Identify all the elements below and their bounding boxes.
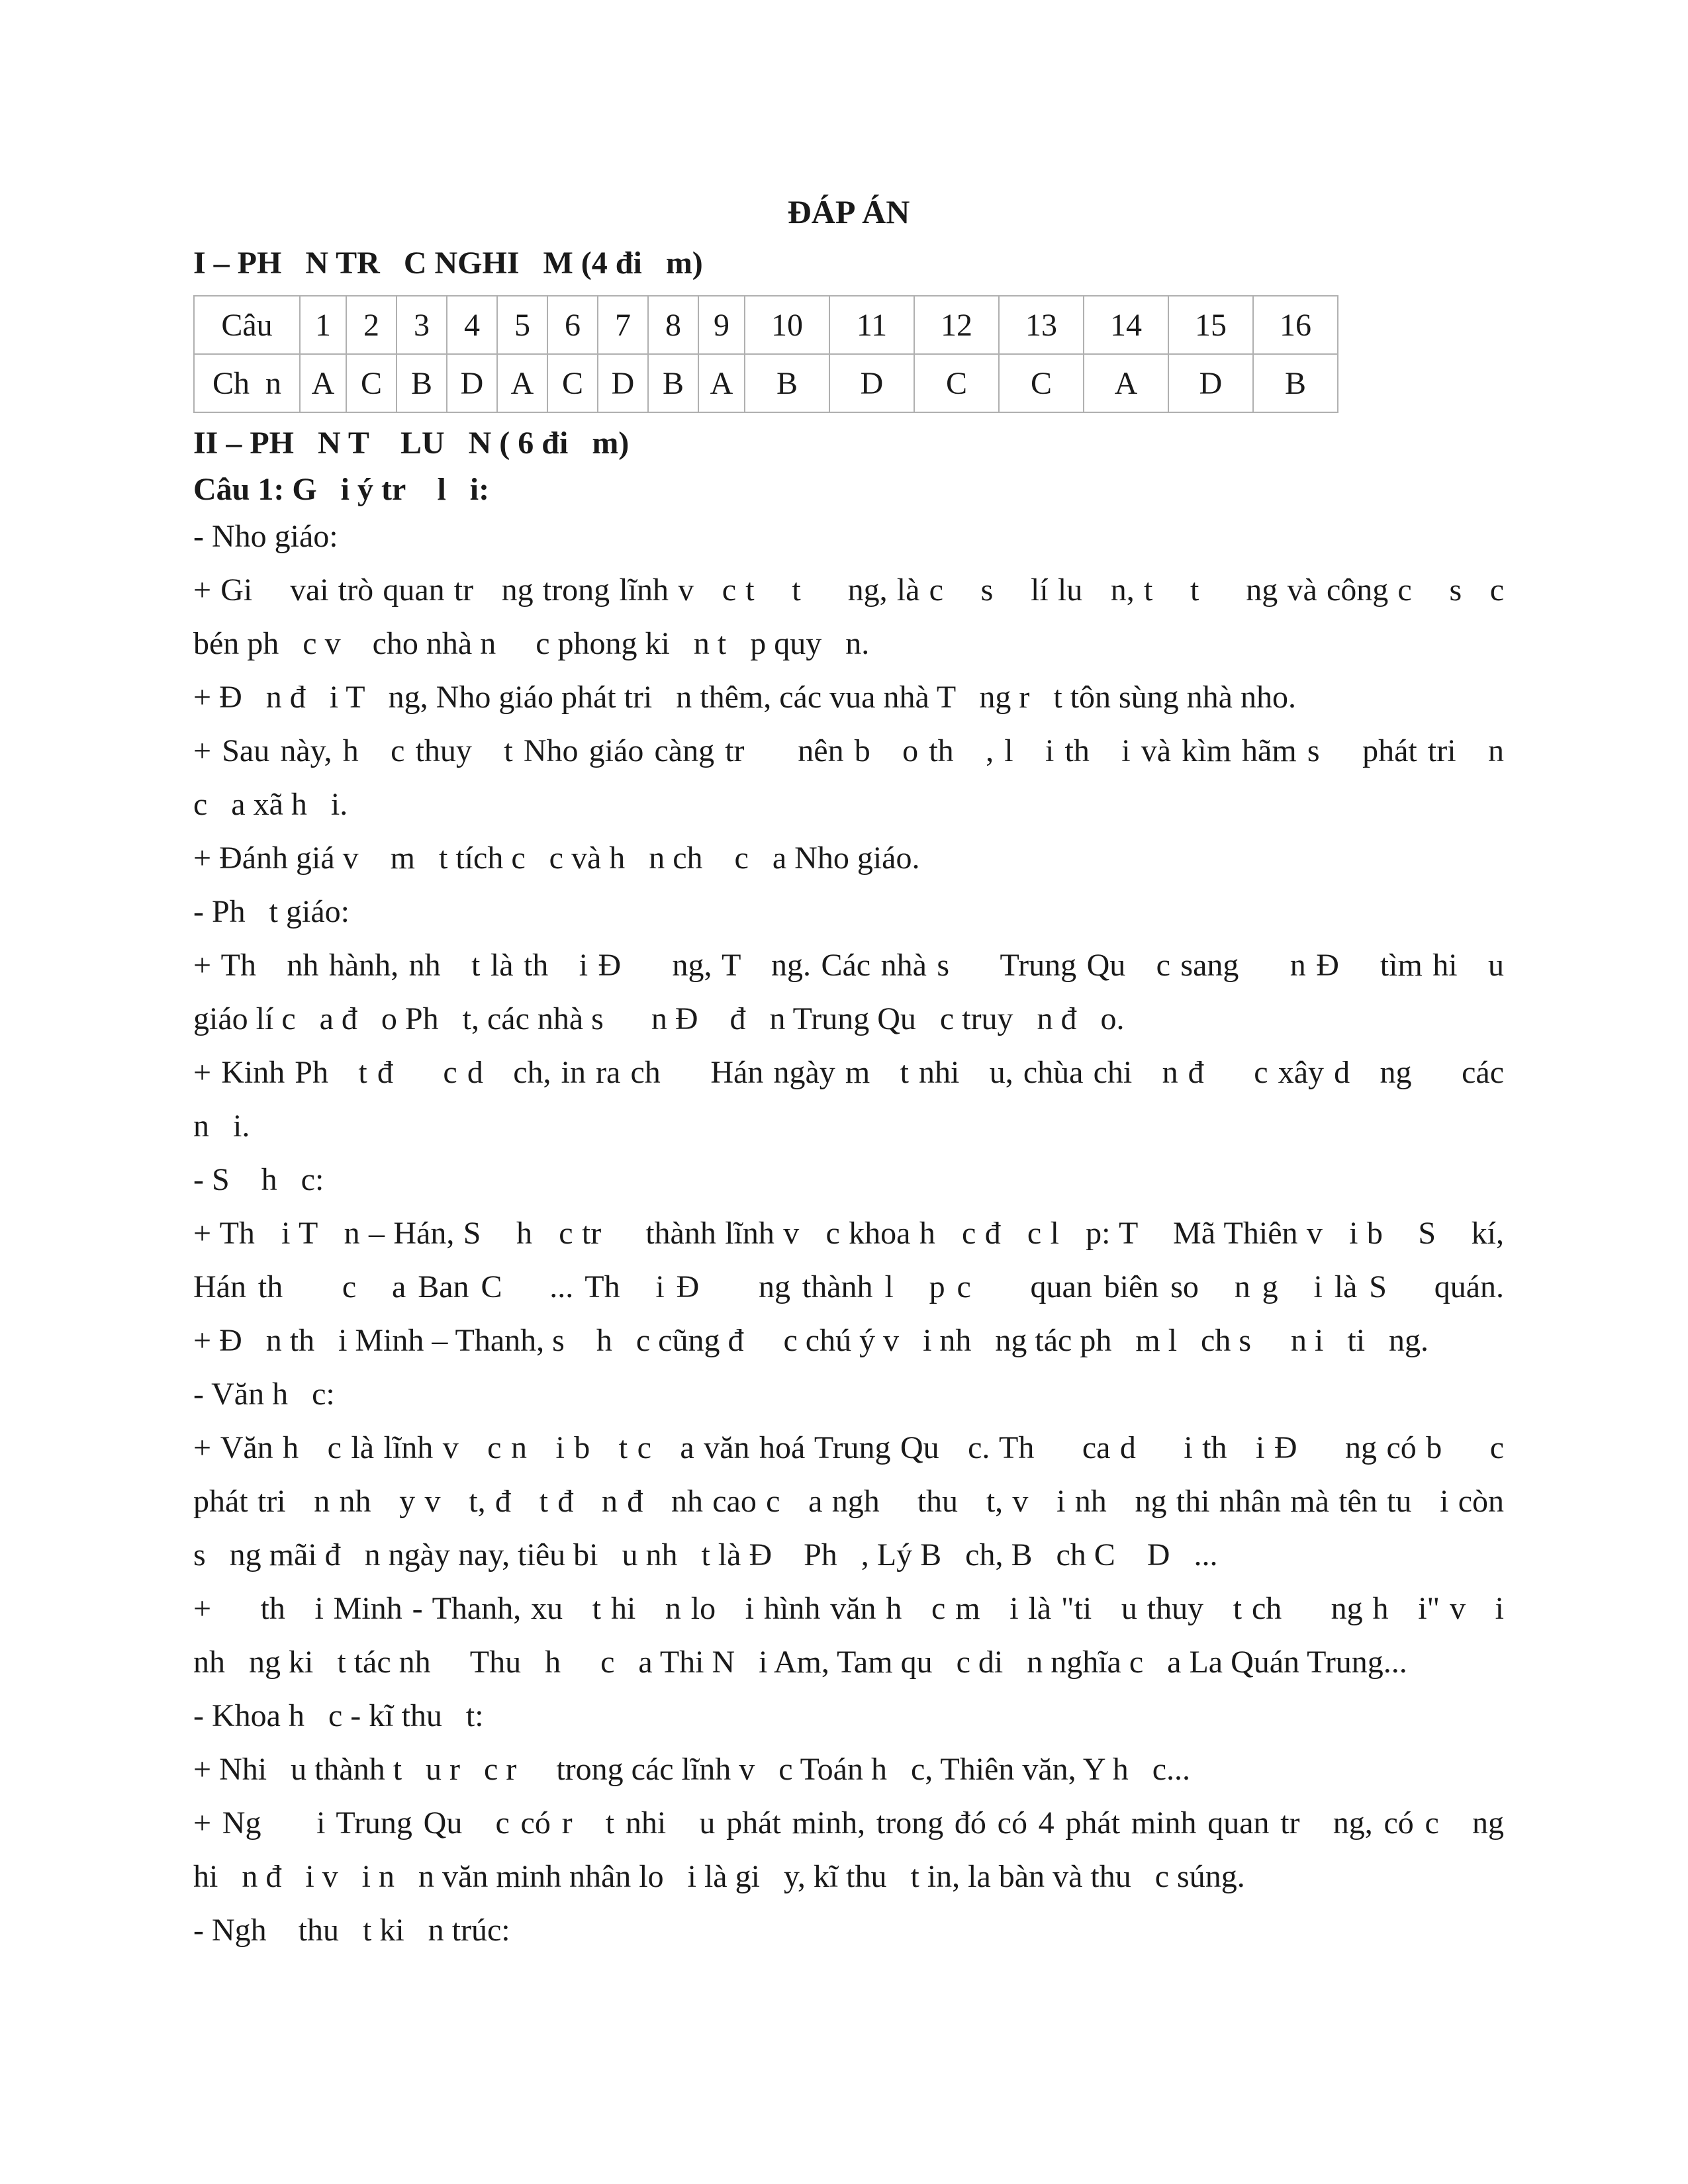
table-header-label: Câu [194,296,300,354]
text-line: - Khoa h c - kĩ thu t: [193,1698,484,1733]
answer-choice-cell: A [1084,354,1168,412]
answer-choice-cell: A [497,354,547,412]
answer-choice-cell: C [914,354,999,412]
question-number-cell: 14 [1084,296,1168,354]
text-line: phát tri n nh y v t, đ t đ n đ nh cao c a ngh thu t, v i nh ng thi nhân mà tên tu i còn [193,1484,1504,1519]
text-line: - Nho giáo: [193,519,338,554]
text-line: + Th nh hành, nh t là th i Đ ng, T ng. Các nhà s Trung Qu c sang n Đ tìm hi u [193,948,1504,983]
answer-table-answer-row [194,354,1338,412]
text-line: + Kinh Ph t đ c d ch, in ra ch Hán ngày m t nhi u, chùa chi n đ c xây d ng các [193,1055,1504,1090]
question1-heading: Câu 1: G i ý tr l i: [193,472,490,507]
text-line: + Văn h c là lĩnh v c n i b t c a văn hoá Trung Qu c. Th ca d i th i Đ ng có b c [193,1430,1504,1465]
answer-choice-cell: C [999,354,1084,412]
question-number-cell: 9 [698,296,745,354]
question-number-cell: 7 [598,296,648,354]
question-number-cell: 5 [497,296,547,354]
question-number-cell: 13 [999,296,1084,354]
section2-heading: II – PH N T LU N ( 6 đi m) [193,426,630,461]
question-number-cell: 2 [346,296,397,354]
answer-table [193,295,1338,413]
answer-choice-cell: B [1253,354,1338,412]
table-row-label: Ch n [194,354,300,412]
text-line: + Đ n đ i T ng, Nho giáo phát tri n thêm, các vua nhà T ng r t tôn sùng nhà nho. [193,680,1296,715]
section1-heading: I – PH N TR C NGHI M (4 đi m) [193,246,703,281]
text-line: giáo lí c a đ o Ph t, các nhà s n Đ đ n Trung Qu c truy n đ o. [193,1001,1125,1036]
text-line: + Đánh giá v m t tích c c và h n ch c a Nho giáo. [193,841,920,876]
answer-choice-cell: D [447,354,497,412]
text-line: n i. [193,1109,250,1144]
text-line: s ng mãi đ n ngày nay, tiêu bi u nh t là Đ Ph , Lý B ch, B ch C D ... [193,1537,1218,1572]
text-line: + Gi vai trò quan tr ng trong lĩnh v c t t ng, là c s lí lu n, t t ng và công c s c [193,572,1504,608]
question-number-cell: 4 [447,296,497,354]
text-line: + Sau này, h c thuy t Nho giáo càng tr nên b o th , l i th i và kìm hãm s phát tri n [193,733,1504,768]
answer-choice-cell: D [598,354,648,412]
document-page [193,192,1504,1957]
text-line: hi n đ i v i n n văn minh nhân lo i là gi y, kĩ thu t in, la bàn và thu c súng. [193,1859,1245,1894]
text-line: - Văn h c: [193,1377,335,1412]
text-line: + Đ n th i Minh – Thanh, s h c cũng đ c chú ý v i nh ng tác ph m l ch s n i ti ng. [193,1323,1429,1358]
answer-choice-cell: B [397,354,447,412]
question-number-cell: 15 [1168,296,1253,354]
answer-choice-cell: D [829,354,914,412]
question-number-cell: 10 [745,296,829,354]
text-line: - Ph t giáo: [193,894,350,929]
text-line: + Nhi u thành t u r c r trong các lĩnh v c Toán h c, Thiên văn, Y h c... [193,1752,1191,1787]
question-number-cell: 3 [397,296,447,354]
text-line: - S h c: [193,1162,324,1197]
answer-choice-cell: A [698,354,745,412]
question-number-cell: 8 [648,296,698,354]
question-number-cell: 16 [1253,296,1338,354]
answer-body [193,510,1504,1957]
text-line: nh ng ki t tác nh Thu h c a Thi N i Am, Tam qu c di n nghĩa c a La Quán Trung... [193,1645,1407,1680]
answer-choice-cell: B [648,354,698,412]
answer-choice-cell: D [1168,354,1253,412]
question-number-cell: 11 [829,296,914,354]
answer-choice-cell: B [745,354,829,412]
answer-table-header-row [194,296,1338,354]
answer-choice-cell: C [346,354,397,412]
text-line: + Th i T n – Hán, S h c tr thành lĩnh v c khoa h c đ c l p: T Mã Thiên v i b S kí, [193,1216,1504,1251]
answer-choice-cell: C [547,354,598,412]
text-line: - Ngh thu t ki n trúc: [193,1913,510,1948]
text-line: Hán th c a Ban C ... Th i Đ ng thành l p c quan biên so n g i là S quán. [193,1269,1504,1304]
text-line: + th i Minh - Thanh, xu t hi n lo i hình văn h c m i là "ti u thuy t ch ng h i" v i [193,1591,1504,1626]
text-line: bén ph c v cho nhà n c phong ki n t p quy n. [193,626,870,661]
text-line: + Ng i Trung Qu c có r t nhi u phát minh, trong đó có 4 phát minh quan tr ng, có c ng [193,1805,1504,1841]
question-number-cell: 12 [914,296,999,354]
text-line: c a xã h i. [193,787,348,822]
page-title: ĐÁP ÁN [787,193,910,230]
answer-choice-cell: A [300,354,346,412]
question-number-cell: 1 [300,296,346,354]
question-number-cell: 6 [547,296,598,354]
